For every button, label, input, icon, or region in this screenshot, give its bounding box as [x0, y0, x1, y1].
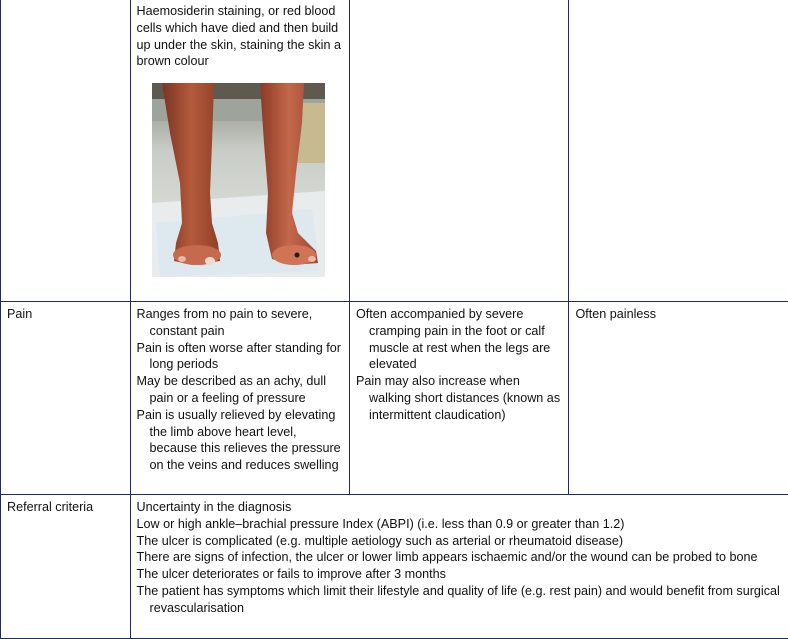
cell-pain-arterial: [350, 302, 569, 495]
leg-photo: [152, 83, 325, 277]
referral-item: The patient has symptoms which limit their lifestyle and quality of life (e.g. rest pain) and would benefit from surgical revascularisation: [137, 583, 782, 617]
cell-staining-venous: [130, 0, 349, 302]
referral-item: The ulcer is complicated (e.g. multiple aetiology such as arterial or rheumatoid disease): [137, 533, 782, 550]
row-label-pain: Pain: [1, 302, 131, 495]
pain-venous-item: Pain is usually relieved by elevating the limb above heart level, because this relieves the pressure on the veins and reduces swelling: [137, 407, 343, 474]
cell-empty-label: [1, 0, 131, 302]
pain-venous-item: Pain is often worse after standing for long periods: [137, 340, 343, 374]
staining-description: Haemosiderin staining, or red blood cells which have died and then build up under the skin, staining the skin a brown colour: [137, 3, 343, 70]
cell-staining-arterial: [350, 0, 569, 302]
cell-referral-criteria: [130, 495, 788, 639]
table-row-staining: [1, 0, 788, 302]
referral-item: The ulcer deteriorates or fails to improve after 3 months: [137, 566, 782, 583]
table-row-pain: [1, 302, 788, 495]
cell-pain-other: Often painless: [569, 302, 788, 495]
row-label-referral: Referral criteria: [1, 495, 131, 639]
cell-pain-venous: [130, 302, 349, 495]
lower-legs-image: [152, 83, 325, 277]
referral-item: There are signs of infection, the ulcer or lower limb appears ischaemic and/or the wound can be probed to bone: [137, 549, 782, 566]
pain-arterial-item: Pain may also increase when walking short distances (known as intermittent claudication): [356, 373, 562, 423]
cell-staining-other: [569, 0, 788, 302]
pain-venous-item: Ranges from no pain to severe, constant pain: [137, 306, 343, 340]
pain-arterial-item: Often accompanied by severe cramping pain in the foot or calf muscle at rest when the legs are elevated: [356, 306, 562, 373]
table-row-referral: [1, 495, 788, 639]
pain-venous-item: May be described as an achy, dull pain or a feeling of pressure: [137, 373, 343, 407]
referral-item: Low or high ankle–brachial pressure Index (ABPI) (i.e. less than 0.9 or greater than 1.2): [137, 516, 782, 533]
referral-item: Uncertainty in the diagnosis: [137, 499, 782, 516]
